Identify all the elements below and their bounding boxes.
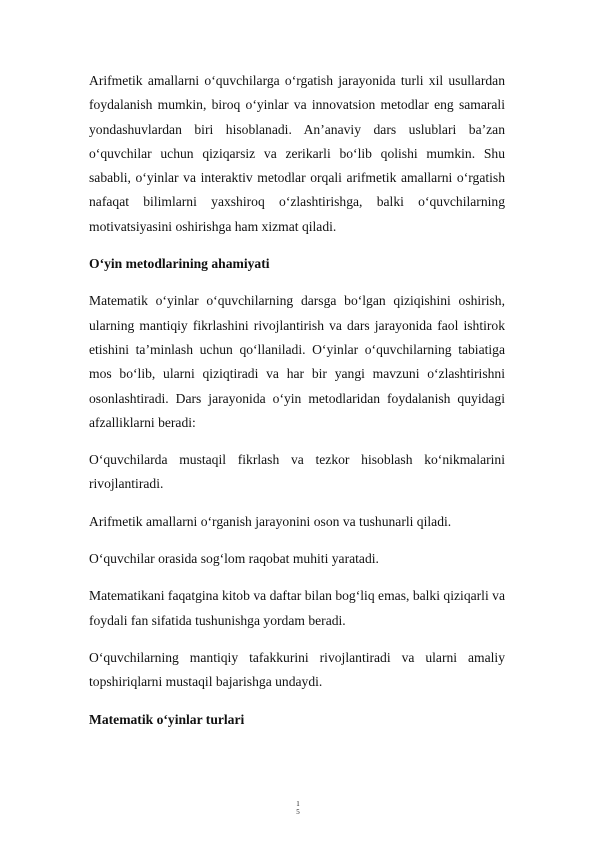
- benefit-item-2: Arifmetik amallarni o‘rganish jarayonini oson va tushunarli qiladi.: [89, 513, 452, 529]
- section-heading-game-types: Matematik o‘yinlar turlari: [89, 711, 245, 727]
- benefit-item-5: O‘quvchilarning mantiqiy tafakkurini rivojlantiradi va ularni amaliy topshiriqlarni mustaqil bajarishga undaydi.: [89, 649, 505, 690]
- document-body: [89, 69, 505, 745]
- section-heading-importance: O‘yin metodlarining ahamiyati: [89, 256, 270, 272]
- benefit-item-4: Matematikani faqatgina kitob va daftar bilan bog‘liq emas, balki qiziqarli va foydali fan sifatida tushunishga yordam beradi.: [89, 588, 505, 628]
- intro-paragraph: Arifmetik amallarni o‘quvchilarga o‘rgatish jarayonida turli xil usullardan foydalanish mumkin, biroq o‘yinlar va innovatsion metodlar eng samarali yondashuvlardan biri hisoblanadi. An’anaviy dars uslublari ba’zan o‘quvchilar uchun qiziqarsiz va zerikarli bo‘lib qolishi mumkin. Shu sababli, o‘yinlar va interaktiv metodlar orqali arifmetik amallarni o‘rgatish nafaqat bilimlarni yaxshiroq o‘zlashtirishga, balki o‘quvchilarning motivatsiyasini oshirishga ham xizmat qiladi.: [89, 73, 505, 234]
- page-number: [292, 800, 304, 816]
- page-number-digit-2: 5: [296, 808, 300, 816]
- importance-paragraph: Matematik o‘yinlar o‘quvchilarning darsga bo‘lgan qiziqishini oshirish, ularning mantiqiy fikrlashini rivojlantirish va dars jarayonida faol ishtirok etishini ta’minlash uchun qo‘llaniladi. O‘yinlar o‘quvchilarning tabiatiga mos bo‘lib, ularni qiziqtiradi va har bir yangi mavzuni o‘zlashtirishni osonlashtiradi. Dars jarayonida o‘yin metodlaridan foydalanish quyidagi afzalliklarni beradi:: [89, 293, 505, 430]
- benefit-item-1: O‘quvchilarda mustaqil fikrlash va tezkor hisoblash ko‘nikmalarini rivojlantiradi.: [89, 452, 505, 492]
- benefit-item-3: O‘quvchilar orasida sog‘lom raqobat muhiti yaratadi.: [89, 551, 379, 567]
- page-number-digit-1: 1: [296, 800, 300, 808]
